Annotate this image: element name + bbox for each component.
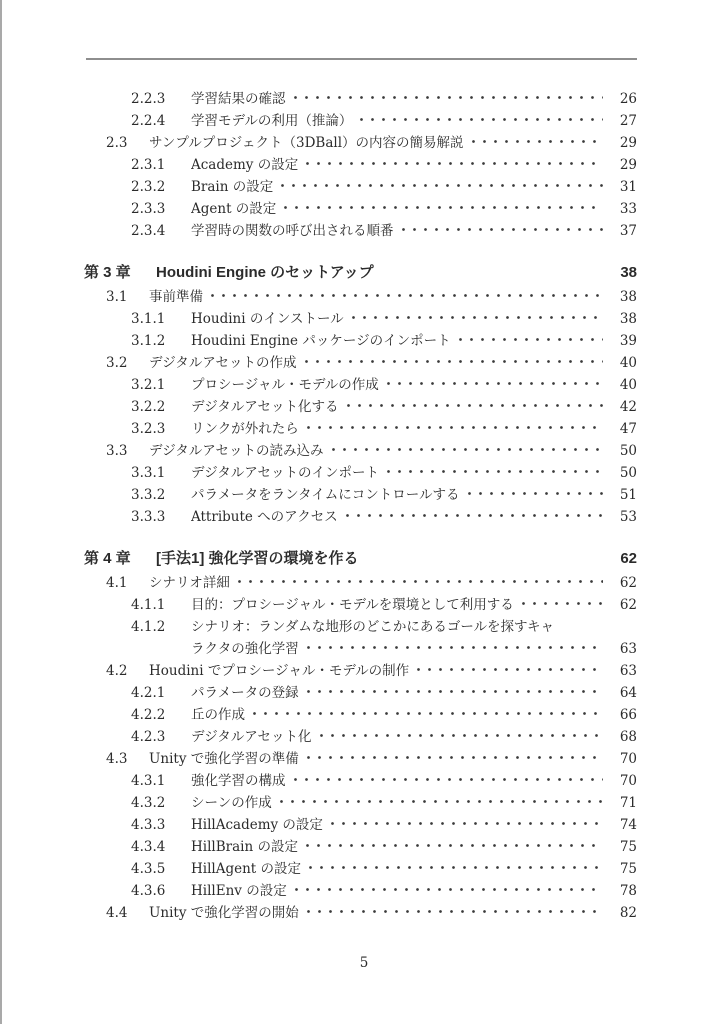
entry-page-number: 31 xyxy=(619,179,637,195)
entry-number: 4.1.1 xyxy=(131,597,166,613)
toc-entry[interactable] xyxy=(84,572,637,594)
toc-entry[interactable] xyxy=(84,836,637,858)
entry-title: 学習結果の確認 xyxy=(191,91,286,107)
entry-number: 3.2.1 xyxy=(131,377,166,393)
entry-title: Houdini Engine のセットアップ xyxy=(156,264,374,281)
toc-entry[interactable] xyxy=(84,330,637,352)
entry-number: 4.3.1 xyxy=(131,773,166,789)
entry-number: 2.3.3 xyxy=(131,201,166,217)
entry-title: HillEnv の設定 xyxy=(191,883,287,899)
entry-title: シナリオ詳細 xyxy=(149,575,230,591)
entry-title: シーンの作成 xyxy=(191,795,272,811)
toc-chapter-heading[interactable] xyxy=(84,260,637,286)
entry-title: HillAgent の設定 xyxy=(191,861,302,877)
toc-entry[interactable] xyxy=(84,220,637,242)
entry-number: 2.2.4 xyxy=(131,113,166,129)
entry-number: 3.1 xyxy=(106,289,128,305)
entry-title: デジタルアセットの読み込み xyxy=(149,443,324,459)
entry-page-number: 38 xyxy=(619,289,637,305)
entry-title: デジタルアセット化する xyxy=(191,399,339,415)
toc-entry[interactable] xyxy=(84,814,637,836)
toc-entry[interactable] xyxy=(84,352,637,374)
table-of-contents xyxy=(84,88,637,924)
entry-title: パラメータの登録 xyxy=(191,685,299,701)
toc-entry[interactable] xyxy=(84,198,637,220)
entry-page-number: 47 xyxy=(619,421,637,437)
entry-title: 強化学習の構成 xyxy=(191,773,286,789)
entry-title: Agent の設定 xyxy=(191,201,277,217)
entry-number: 3.2.3 xyxy=(131,421,166,437)
toc-entry[interactable] xyxy=(84,506,637,528)
toc-entry[interactable] xyxy=(84,726,637,748)
entry-title: パラメータをランタイムにコントロールする xyxy=(191,487,460,503)
entry-number: 4.2.1 xyxy=(131,685,166,701)
toc-entry[interactable] xyxy=(84,132,637,154)
entry-title: プロシージャル・モデルの作成 xyxy=(191,377,379,393)
entry-page-number: 75 xyxy=(619,861,637,877)
toc-entry[interactable] xyxy=(84,616,637,638)
toc-entry[interactable] xyxy=(84,462,637,484)
toc-entry[interactable] xyxy=(84,418,637,440)
entry-title: 事前準備 xyxy=(149,289,203,305)
toc-entry[interactable] xyxy=(84,374,637,396)
entry-title: Houdini Engine パッケージのインポート xyxy=(191,333,451,349)
entry-page-number: 29 xyxy=(619,157,637,173)
entry-title: [手法1] 強化学習の環境を作る xyxy=(156,550,359,567)
entry-page-number: 27 xyxy=(619,113,637,129)
entry-page-number: 40 xyxy=(619,355,637,371)
toc-entry[interactable] xyxy=(84,858,637,880)
entry-number: 3.2.2 xyxy=(131,399,166,415)
entry-page-number: 62 xyxy=(619,597,637,613)
toc-entry[interactable] xyxy=(84,704,637,726)
entry-page-number: 38 xyxy=(619,311,637,327)
entry-title: Brain の設定 xyxy=(191,179,274,195)
entry-page-number: 53 xyxy=(619,509,637,525)
entry-number: 4.3.2 xyxy=(131,795,166,811)
entry-page-number: 68 xyxy=(619,729,637,745)
toc-entry[interactable] xyxy=(84,770,637,792)
toc-entry[interactable] xyxy=(84,792,637,814)
entry-page-number: 39 xyxy=(619,333,637,349)
toc-entry[interactable] xyxy=(84,880,637,902)
entry-page-number: 63 xyxy=(619,663,637,679)
toc-entry[interactable] xyxy=(84,748,637,770)
entry-page-number: 63 xyxy=(619,641,637,657)
entry-number: 3.3 xyxy=(106,443,128,459)
entry-page-number: 42 xyxy=(619,399,637,415)
entry-number: 4.4 xyxy=(106,905,128,921)
entry-title: Academy の設定 xyxy=(191,157,299,173)
entry-number: 4.1.2 xyxy=(131,619,166,635)
entry-number: 2.2.3 xyxy=(131,91,166,107)
entry-title: デジタルアセットのインポート xyxy=(191,465,380,481)
entry-number: 4.2.3 xyxy=(131,729,166,745)
toc-entry[interactable] xyxy=(84,308,637,330)
entry-page-number: 62 xyxy=(619,575,637,591)
entry-title-continuation: ラクタの強化学習 xyxy=(191,641,299,657)
entry-page-number: 74 xyxy=(619,817,637,833)
entry-page-number: 75 xyxy=(619,839,637,855)
entry-title: 目的：プロシージャル・モデルを環境として利用する xyxy=(191,597,514,613)
entry-title: 学習時の関数の呼び出される順番 xyxy=(191,223,394,239)
entry-number: 4.3.3 xyxy=(131,817,166,833)
entry-number: 2.3.4 xyxy=(131,223,166,239)
entry-title: Unity で強化学習の準備 xyxy=(149,751,299,767)
entry-page-number: 26 xyxy=(619,91,637,107)
entry-page-number: 33 xyxy=(619,201,637,217)
entry-number: 4.3.4 xyxy=(131,839,166,855)
entry-number: 2.3.2 xyxy=(131,179,166,195)
toc-entry[interactable] xyxy=(84,682,637,704)
entry-page-number: 66 xyxy=(619,707,637,723)
toc-entry[interactable] xyxy=(84,110,637,132)
entry-number: 第 4 章 xyxy=(84,550,131,567)
entry-title: 学習モデルの利用（推論） xyxy=(191,113,353,129)
toc-chapter-heading[interactable] xyxy=(84,546,637,572)
entry-title: Attribute へのアクセス xyxy=(191,509,338,525)
entry-title: シナリオ：ランダムな地形のどこかにあるゴールを探すキャ xyxy=(191,619,555,635)
entry-number: 3.1.1 xyxy=(131,311,166,327)
entry-number: 4.1 xyxy=(106,575,128,591)
toc-entry-continuation[interactable] xyxy=(84,638,637,660)
toc-entry[interactable] xyxy=(84,88,637,110)
entry-page-number: 70 xyxy=(619,773,637,789)
entry-number: 3.3.1 xyxy=(131,465,166,481)
entry-page-number: 78 xyxy=(619,883,637,899)
toc-entry[interactable] xyxy=(84,484,637,506)
entry-page-number: 50 xyxy=(619,465,637,481)
entry-number: 4.2 xyxy=(106,663,128,679)
toc-entry[interactable] xyxy=(84,660,637,682)
entry-title: サンプルプロジェクト（3DBall）の内容の簡易解説 xyxy=(149,135,464,151)
page-number-footer xyxy=(0,955,728,971)
entry-title: HillAcademy の設定 xyxy=(191,817,323,833)
entry-title: HillBrain の設定 xyxy=(191,839,298,855)
toc-entry[interactable] xyxy=(84,396,637,418)
entry-number: 3.1.2 xyxy=(131,333,166,349)
entry-number: 4.3.5 xyxy=(131,861,166,877)
toc-entry[interactable] xyxy=(84,286,637,308)
entry-page-number: 50 xyxy=(619,443,637,459)
entry-title: デジタルアセットの作成 xyxy=(149,355,297,371)
entry-number: 第 3 章 xyxy=(84,264,131,281)
entry-page-number: 64 xyxy=(619,685,637,701)
entry-page-number: 40 xyxy=(619,377,637,393)
toc-entry[interactable] xyxy=(84,902,637,924)
entry-title: Unity で強化学習の開始 xyxy=(149,905,299,921)
toc-entry[interactable] xyxy=(84,176,637,198)
entry-page-number: 29 xyxy=(619,135,637,151)
entry-title: Houdini でプロシージャル・モデルの制作 xyxy=(149,663,410,679)
toc-entry[interactable] xyxy=(84,440,637,462)
toc-entry[interactable] xyxy=(84,154,637,176)
page-number: 5 xyxy=(359,955,369,971)
entry-title: Houdini のインストール xyxy=(191,311,344,327)
entry-number: 3.3.2 xyxy=(131,487,166,503)
entry-page-number: 37 xyxy=(619,223,637,239)
entry-title: リンクが外れたら xyxy=(191,421,299,437)
entry-page-number: 51 xyxy=(619,487,637,503)
entry-number: 3.2 xyxy=(106,355,128,371)
entry-page-number: 70 xyxy=(619,751,637,767)
entry-title: 丘の作成 xyxy=(191,707,245,723)
toc-entry[interactable] xyxy=(84,594,637,616)
entry-title: デジタルアセット化 xyxy=(191,729,312,745)
entry-number: 2.3.1 xyxy=(131,157,166,173)
entry-number: 2.3 xyxy=(106,135,128,151)
entry-number: 4.3 xyxy=(106,751,128,767)
entry-page-number: 38 xyxy=(620,264,637,281)
entry-number: 3.3.3 xyxy=(131,509,166,525)
entry-page-number: 62 xyxy=(620,550,637,567)
page-left-edge xyxy=(0,0,2,1024)
entry-page-number: 71 xyxy=(619,795,637,811)
header-rule xyxy=(86,58,637,60)
entry-number: 4.3.6 xyxy=(131,883,166,899)
entry-number: 4.2.2 xyxy=(131,707,166,723)
entry-page-number: 82 xyxy=(619,905,637,921)
